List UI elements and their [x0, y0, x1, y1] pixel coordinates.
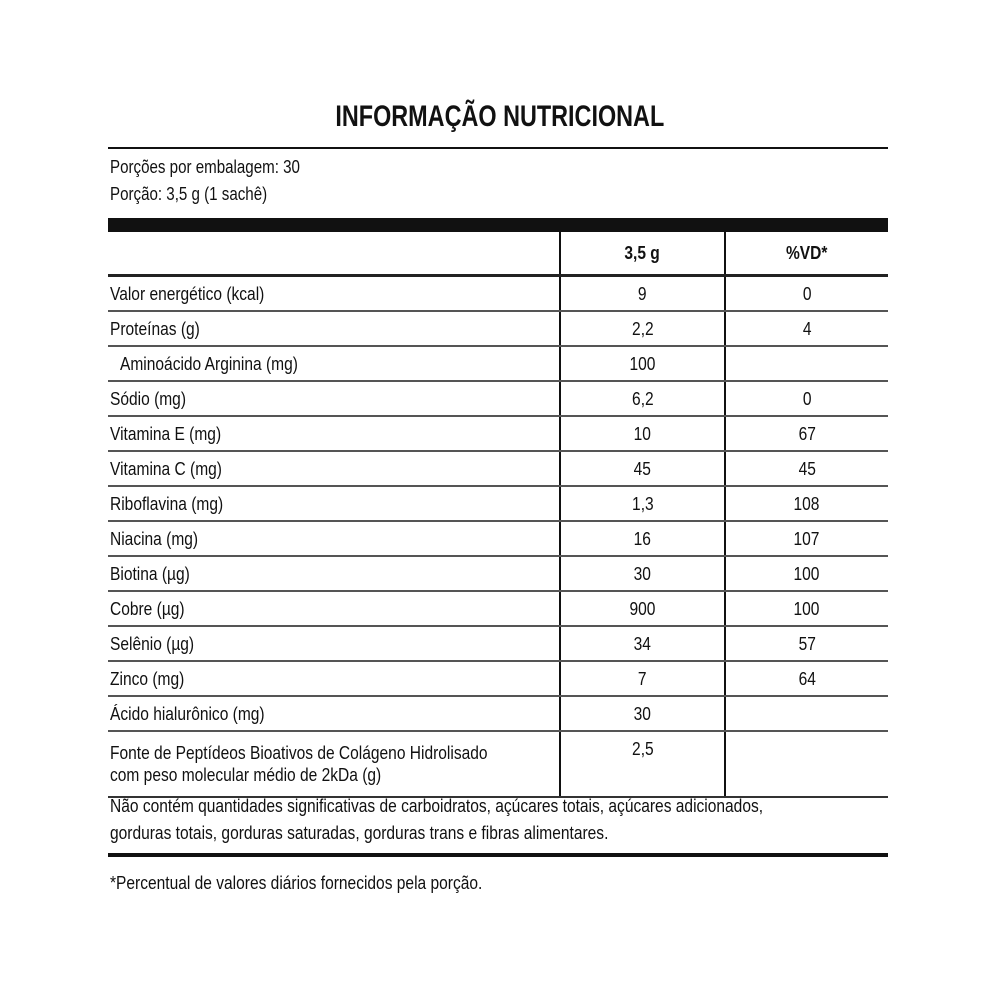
nutrient-label: Riboflavina (mg)	[108, 486, 560, 521]
table-row	[108, 451, 888, 486]
nutrient-label: Niacina (mg)	[108, 521, 560, 556]
nutrient-amount: 7	[560, 661, 724, 696]
nutrient-label: Biotina (µg)	[108, 556, 560, 591]
nutrient-amount: 30	[560, 556, 724, 591]
nutrient-dv: 100	[725, 591, 888, 626]
table-row	[108, 626, 888, 661]
nutrient-dv	[725, 696, 888, 731]
nutrient-amount: 16	[560, 521, 724, 556]
nutrient-amount: 900	[560, 591, 724, 626]
servings-per-package: Porções por embalagem: 30	[110, 157, 300, 177]
nutrient-label: Fonte de Peptídeos Bioativos de Colágeno Hidrolisado com peso molecular médio de 2kDa (g)	[108, 731, 560, 797]
nutrient-dv: 45	[725, 451, 888, 486]
nutrient-dv: 100	[725, 556, 888, 591]
label-title: INFORMAÇÃO NUTRICIONAL	[335, 100, 665, 133]
nutrient-dv: 107	[725, 521, 888, 556]
nutrient-label: Selênio (µg)	[108, 626, 560, 661]
header-amount: 3,5 g	[560, 232, 724, 276]
nutrient-label: Valor energético (kcal)	[108, 276, 560, 312]
table-row	[108, 661, 888, 696]
title-divider	[108, 147, 888, 149]
nutrient-dv: 4	[725, 311, 888, 346]
nutrient-amount: 45	[560, 451, 724, 486]
nutrient-label: Aminoácido Arginina (mg)	[108, 346, 560, 381]
table-row	[108, 276, 888, 312]
table-row	[108, 521, 888, 556]
nutrient-label: Proteínas (g)	[108, 311, 560, 346]
nutrient-amount: 1,3	[560, 486, 724, 521]
bottom-divider	[108, 853, 888, 857]
nutrient-label: Vitamina C (mg)	[108, 451, 560, 486]
thick-divider	[108, 218, 888, 232]
nutrient-dv: 57	[725, 626, 888, 661]
serving-size: Porção: 3,5 g (1 sachê)	[110, 184, 268, 204]
table-row	[108, 731, 888, 797]
nutrient-dv: 67	[725, 416, 888, 451]
table-row	[108, 556, 888, 591]
nutrient-amount: 2,5	[560, 731, 724, 797]
table-row	[108, 381, 888, 416]
nutrient-label: Ácido hialurônico (mg)	[108, 696, 560, 731]
table-row	[108, 311, 888, 346]
nutrient-amount: 30	[560, 696, 724, 731]
nutrient-dv	[725, 346, 888, 381]
table-row	[108, 486, 888, 521]
table-header-row	[108, 232, 888, 276]
footnote: *Percentual de valores diários fornecidos pela porção.	[110, 872, 483, 893]
not-significant-note: Não contém quantidades significativas de carboidratos, açúcares totais, açúcares adicionados, gorduras totais, gorduras saturadas, gorduras trans e fibras alimentares.	[110, 795, 764, 843]
nutrient-amount: 2,2	[560, 311, 724, 346]
table-row	[108, 416, 888, 451]
nutrient-dv: 64	[725, 661, 888, 696]
table-row	[108, 696, 888, 731]
nutrient-amount: 9	[560, 276, 724, 312]
nutrient-dv	[725, 731, 888, 797]
nutrient-dv: 108	[725, 486, 888, 521]
nutrient-label: Zinco (mg)	[108, 661, 560, 696]
nutrient-amount: 100	[560, 346, 724, 381]
header-dv: %VD*	[725, 232, 888, 276]
nutrient-amount: 10	[560, 416, 724, 451]
table-row	[108, 591, 888, 626]
nutrient-label: Sódio (mg)	[108, 381, 560, 416]
nutrition-table	[108, 232, 888, 798]
nutrient-label: Cobre (µg)	[108, 591, 560, 626]
table-row	[108, 346, 888, 381]
nutrient-label: Vitamina E (mg)	[108, 416, 560, 451]
header-empty	[108, 232, 560, 276]
nutrient-amount: 6,2	[560, 381, 724, 416]
nutrient-dv: 0	[725, 381, 888, 416]
nutrient-dv: 0	[725, 276, 888, 312]
nutrient-amount: 34	[560, 626, 724, 661]
